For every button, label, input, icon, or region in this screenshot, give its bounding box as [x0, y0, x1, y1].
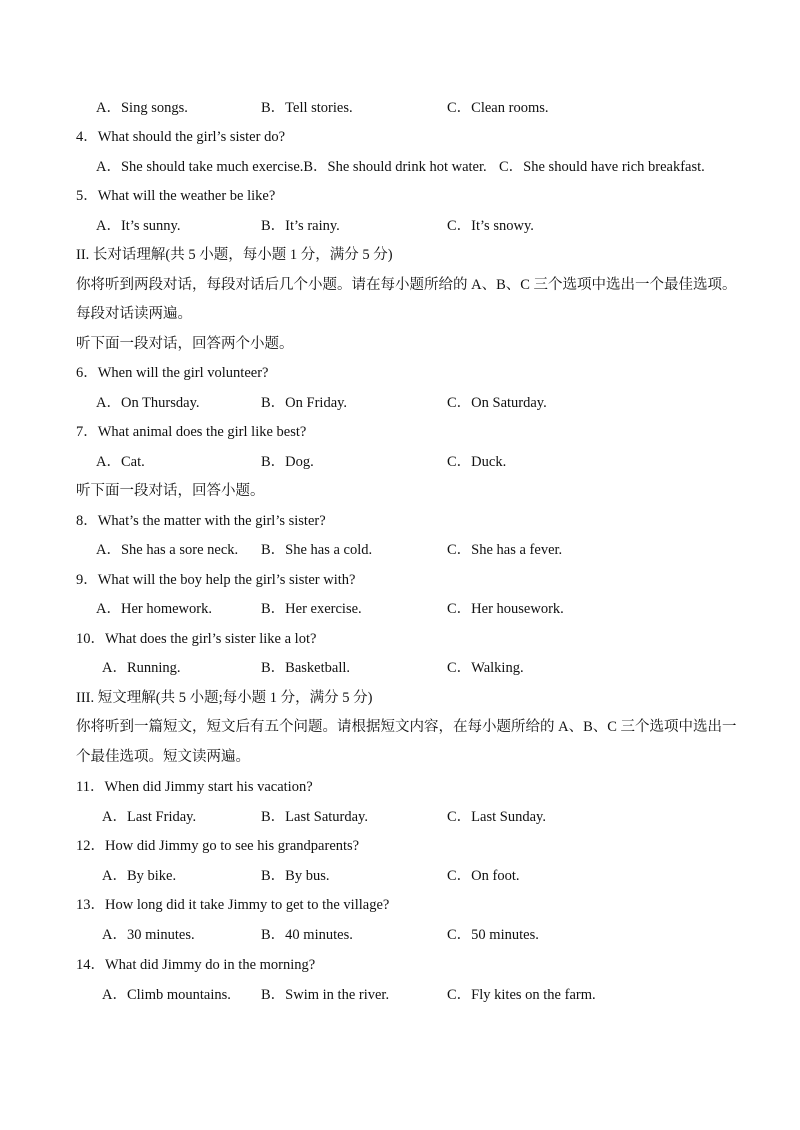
- option-b: B．By bus.: [261, 868, 330, 884]
- option-b: B．Tell stories.: [261, 100, 353, 116]
- option-b: B．Basketball.: [261, 660, 351, 676]
- option-b: B．It’s rainy.: [261, 218, 340, 234]
- q5-question: [0, 184, 800, 208]
- dialog-note: 听下面一段对话，回答两个小题。: [76, 336, 294, 352]
- section2-instruction-cont: [0, 302, 800, 326]
- q8-question: [0, 509, 800, 533]
- q12-options: [0, 864, 800, 888]
- option-b: B．She has a cold.: [261, 542, 373, 558]
- option-b: B．Dog.: [261, 454, 314, 470]
- option-b: B．On Friday.: [261, 395, 348, 411]
- question-text: 10．What does the girl’s sister like a lot?: [76, 631, 317, 647]
- option-a: A．Climb mountains.: [102, 987, 231, 1003]
- section3-instruction: [0, 715, 800, 739]
- q4-question: [0, 125, 800, 149]
- q3-options: [0, 96, 800, 120]
- q4-options: [0, 155, 800, 179]
- dialog-note: 听下面一段对话，回答小题。: [76, 483, 265, 499]
- question-text: 11．When did Jimmy start his vacation?: [76, 779, 313, 795]
- section-heading: II. 长对话理解(共 5 小题，每小题 1 分，满分 5 分): [76, 247, 393, 263]
- option-c: C．On Saturday.: [447, 395, 547, 411]
- option-c: C．50 minutes.: [447, 927, 539, 943]
- question-text: 9．What will the boy help the girl’s sister with?: [76, 572, 356, 588]
- q5-options: [0, 214, 800, 238]
- option-a: A．By bike.: [102, 868, 177, 884]
- q10-question: [0, 627, 800, 651]
- option-b: B．Her exercise.: [261, 601, 362, 617]
- question-text: 5．What will the weather be like?: [76, 188, 276, 204]
- q11-options: [0, 805, 800, 829]
- option-c: C．Clean rooms.: [447, 100, 549, 116]
- option-a: A．Running.: [102, 660, 181, 676]
- option-b: B．40 minutes.: [261, 927, 353, 943]
- section3-heading: [0, 686, 800, 710]
- instruction-text: 个最佳选项。短文读两遍。: [76, 749, 250, 765]
- question-text: 4．What should the girl’s sister do?: [76, 129, 286, 145]
- section2-heading: [0, 243, 800, 267]
- option-c: C．She has a fever.: [447, 542, 563, 558]
- q6-options: [0, 391, 800, 415]
- option-a: A．She has a sore neck.: [96, 542, 239, 558]
- option-b: B．Swim in the river.: [261, 987, 390, 1003]
- option-c: C．On foot.: [447, 868, 520, 884]
- option-c: C．Walking.: [447, 660, 524, 676]
- option-c: C．She should have rich breakfast.: [499, 159, 705, 175]
- question-text: 7．What animal does the girl like best?: [76, 424, 307, 440]
- q11-question: [0, 775, 800, 799]
- q6-question: [0, 361, 800, 385]
- section-heading: III. 短文理解(共 5 小题;每小题 1 分，满分 5 分): [76, 690, 373, 706]
- option-a-b: A．She should take much exercise.B．She should drink hot water.: [96, 159, 487, 175]
- instruction-text: 你将听到两段对话，每段对话后几个小题。请在每小题所给的 A、B、C 三个选项中选出一个最佳选项。: [76, 277, 737, 293]
- question-text: 12．How did Jimmy go to see his grandparents?: [76, 838, 360, 854]
- option-a: A．30 minutes.: [102, 927, 195, 943]
- option-c: C．Fly kites on the farm.: [447, 987, 596, 1003]
- option-c: C．Last Sunday.: [447, 809, 546, 825]
- q12-question: [0, 834, 800, 858]
- option-a: A．Her homework.: [96, 601, 212, 617]
- option-a: A．It’s sunny.: [96, 218, 181, 234]
- q13-options: [0, 923, 800, 947]
- instruction-text: 你将听到一篇短文，短文后有五个问题。请根据短文内容，在每小题所给的 A、B、C 三个选项中选出一: [76, 719, 737, 735]
- option-a: A．Sing songs.: [96, 100, 188, 116]
- section2-instruction: [0, 273, 800, 297]
- option-c: C．It’s snowy.: [447, 218, 534, 234]
- q9-options: [0, 597, 800, 621]
- q13-question: [0, 893, 800, 917]
- question-text: 8．What’s the matter with the girl’s sister?: [76, 513, 326, 529]
- dialog2-note: [0, 479, 800, 503]
- q14-question: [0, 953, 800, 977]
- instruction-text: 每段对话读两遍。: [76, 306, 192, 322]
- q14-options: [0, 983, 800, 1007]
- q10-options: [0, 656, 800, 680]
- question-text: 14．What did Jimmy do in the morning?: [76, 957, 316, 973]
- question-text: 6．When will the girl volunteer?: [76, 365, 269, 381]
- option-b: B．Last Saturday.: [261, 809, 368, 825]
- dialog1-note: [0, 332, 800, 356]
- option-a: A．On Thursday.: [96, 395, 200, 411]
- option-a: A．Cat.: [96, 454, 145, 470]
- q8-options: [0, 538, 800, 562]
- question-text: 13．How long did it take Jimmy to get to the village?: [76, 897, 390, 913]
- option-c: C．Duck.: [447, 454, 507, 470]
- q7-options: [0, 450, 800, 474]
- option-a: A．Last Friday.: [102, 809, 197, 825]
- option-c: C．Her housework.: [447, 601, 564, 617]
- section3-instruction-cont: [0, 745, 800, 769]
- q9-question: [0, 568, 800, 592]
- q7-question: [0, 420, 800, 444]
